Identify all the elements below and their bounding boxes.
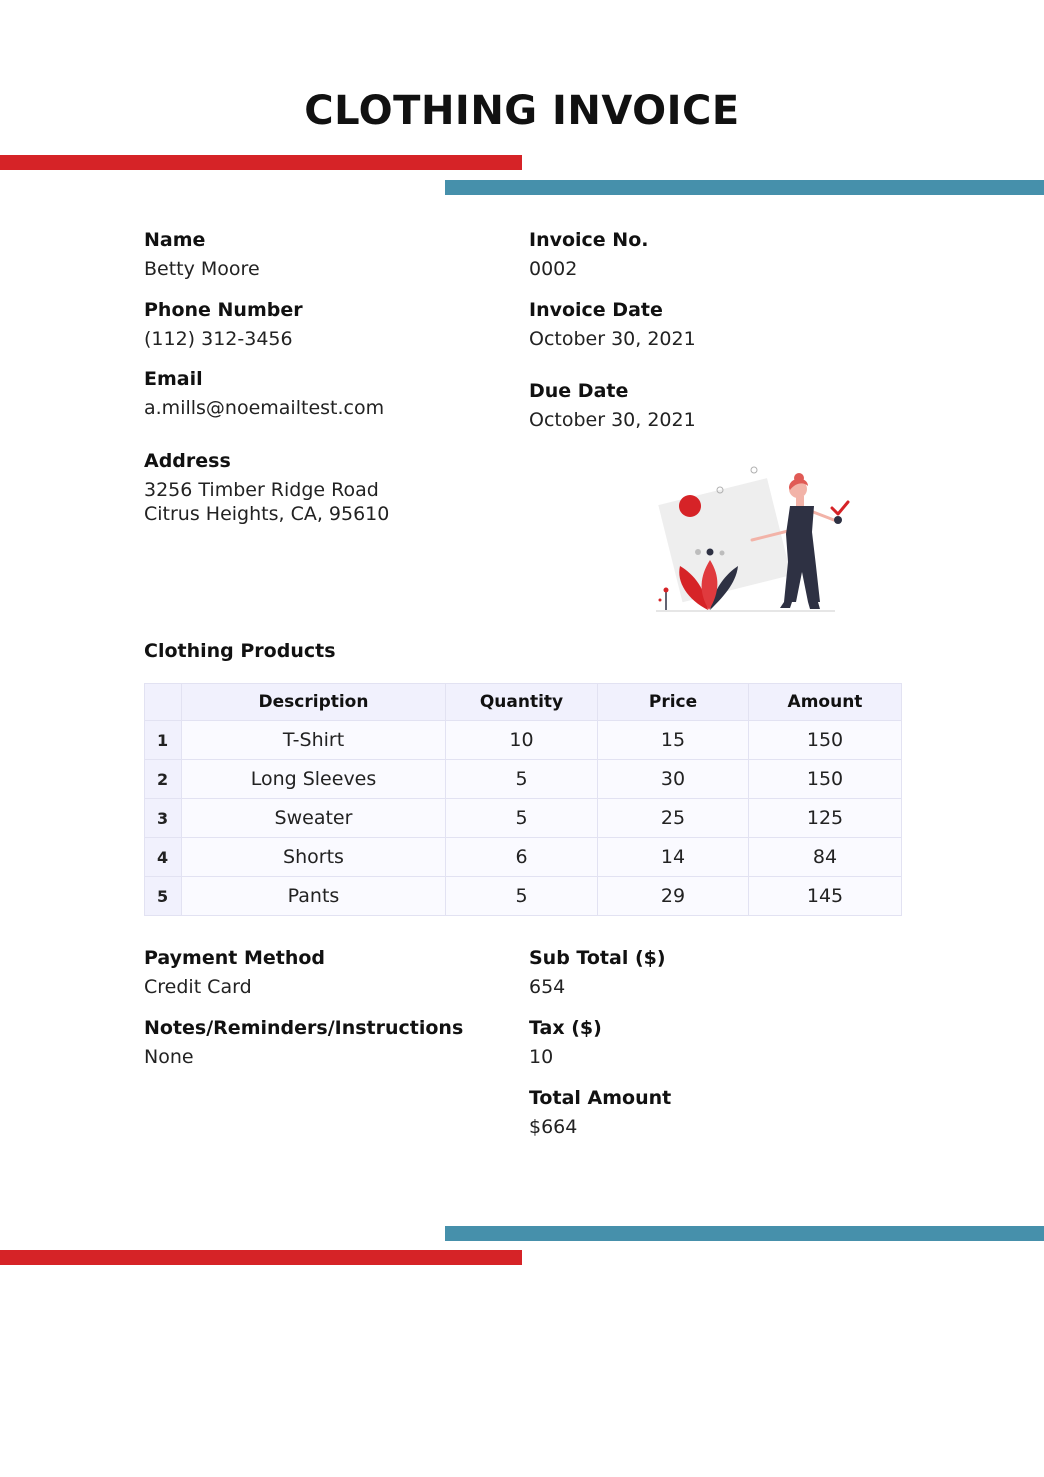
- invoice-title: CLOTHING INVOICE: [304, 88, 740, 134]
- table-row: [145, 721, 902, 760]
- invoice-date-value: October 30, 2021: [529, 328, 696, 350]
- total-amount-value: $664: [529, 1116, 578, 1138]
- price-header: Price: [598, 684, 749, 721]
- payment-method-value: Credit Card: [144, 976, 252, 998]
- invoice-date-field: [529, 298, 696, 351]
- description-cell: T-Shirt: [182, 721, 446, 760]
- tax-field: [529, 1016, 602, 1069]
- description-header: Description: [182, 684, 446, 721]
- address-value: [144, 478, 389, 526]
- phone-field: [144, 298, 303, 351]
- quantity-cell: 5: [446, 760, 598, 799]
- price-cell: 30: [598, 760, 749, 799]
- price-cell: 25: [598, 799, 749, 838]
- subtotal-value: 654: [529, 976, 566, 998]
- top-blue-bar: [445, 180, 1044, 195]
- tax-value: 10: [529, 1046, 554, 1068]
- payment-method-label: Payment Method: [144, 947, 326, 969]
- total-amount-field: [529, 1086, 671, 1139]
- description-cell: Pants: [182, 877, 446, 916]
- name-label: Name: [144, 229, 206, 251]
- notes-label: Notes/Reminders/Instructions: [144, 1017, 464, 1039]
- email-field: [144, 367, 384, 420]
- due-date-label: Due Date: [529, 380, 629, 402]
- address-field: [144, 449, 389, 526]
- email-label: Email: [144, 368, 203, 390]
- email-value: a.mills@noemailtest.com: [144, 397, 385, 419]
- row-number: 5: [145, 877, 182, 916]
- invoice-number-field: [529, 228, 648, 281]
- woman-with-checkmark-illustration: [650, 462, 860, 617]
- table-row: [145, 877, 902, 916]
- description-cell: Sweater: [182, 799, 446, 838]
- price-cell: 29: [598, 877, 749, 916]
- quantity-cell: 5: [446, 799, 598, 838]
- tax-label: Tax ($): [529, 1017, 602, 1039]
- name-field: [144, 228, 260, 281]
- phone-label: Phone Number: [144, 299, 303, 321]
- payment-method-field: [144, 946, 325, 999]
- description-cell: Long Sleeves: [182, 760, 446, 799]
- bottom-blue-bar: [445, 1226, 1044, 1241]
- address-label: Address: [144, 450, 231, 472]
- table-header-row: [145, 684, 902, 721]
- products-section-title: Clothing Products: [144, 640, 336, 662]
- address-line-2: Citrus Heights, CA, 95610: [144, 503, 390, 525]
- row-number: 2: [145, 760, 182, 799]
- amount-cell: 84: [749, 838, 902, 877]
- quantity-cell: 5: [446, 877, 598, 916]
- notes-field: [144, 1016, 463, 1069]
- quantity-header: Quantity: [446, 684, 598, 721]
- quantity-cell: 6: [446, 838, 598, 877]
- top-red-bar: [0, 155, 522, 170]
- subtotal-label: Sub Total ($): [529, 947, 666, 969]
- amount-cell: 125: [749, 799, 902, 838]
- row-number: 3: [145, 799, 182, 838]
- phone-value: (112) 312-3456: [144, 328, 293, 350]
- address-line-1: 3256 Timber Ridge Road: [144, 479, 379, 501]
- amount-cell: 150: [749, 721, 902, 760]
- table-row: [145, 760, 902, 799]
- table-row: [145, 799, 902, 838]
- description-cell: Shorts: [182, 838, 446, 877]
- total-amount-label: Total Amount: [529, 1087, 672, 1109]
- quantity-cell: 10: [446, 721, 598, 760]
- due-date-value: October 30, 2021: [529, 409, 696, 431]
- price-cell: 14: [598, 838, 749, 877]
- due-date-field: [529, 379, 696, 432]
- row-number: 1: [145, 721, 182, 760]
- row-number-header: [145, 684, 182, 721]
- subtotal-field: [529, 946, 666, 999]
- products-table: [144, 683, 902, 916]
- notes-value: None: [144, 1046, 194, 1068]
- amount-header: Amount: [749, 684, 902, 721]
- invoice-date-label: Invoice Date: [529, 299, 663, 321]
- name-value: Betty Moore: [144, 258, 260, 280]
- invoice-number-label: Invoice No.: [529, 229, 649, 251]
- amount-cell: 145: [749, 877, 902, 916]
- invoice-number-value: 0002: [529, 258, 578, 280]
- amount-cell: 150: [749, 760, 902, 799]
- table-row: [145, 838, 902, 877]
- row-number: 4: [145, 838, 182, 877]
- bottom-red-bar: [0, 1250, 522, 1265]
- price-cell: 15: [598, 721, 749, 760]
